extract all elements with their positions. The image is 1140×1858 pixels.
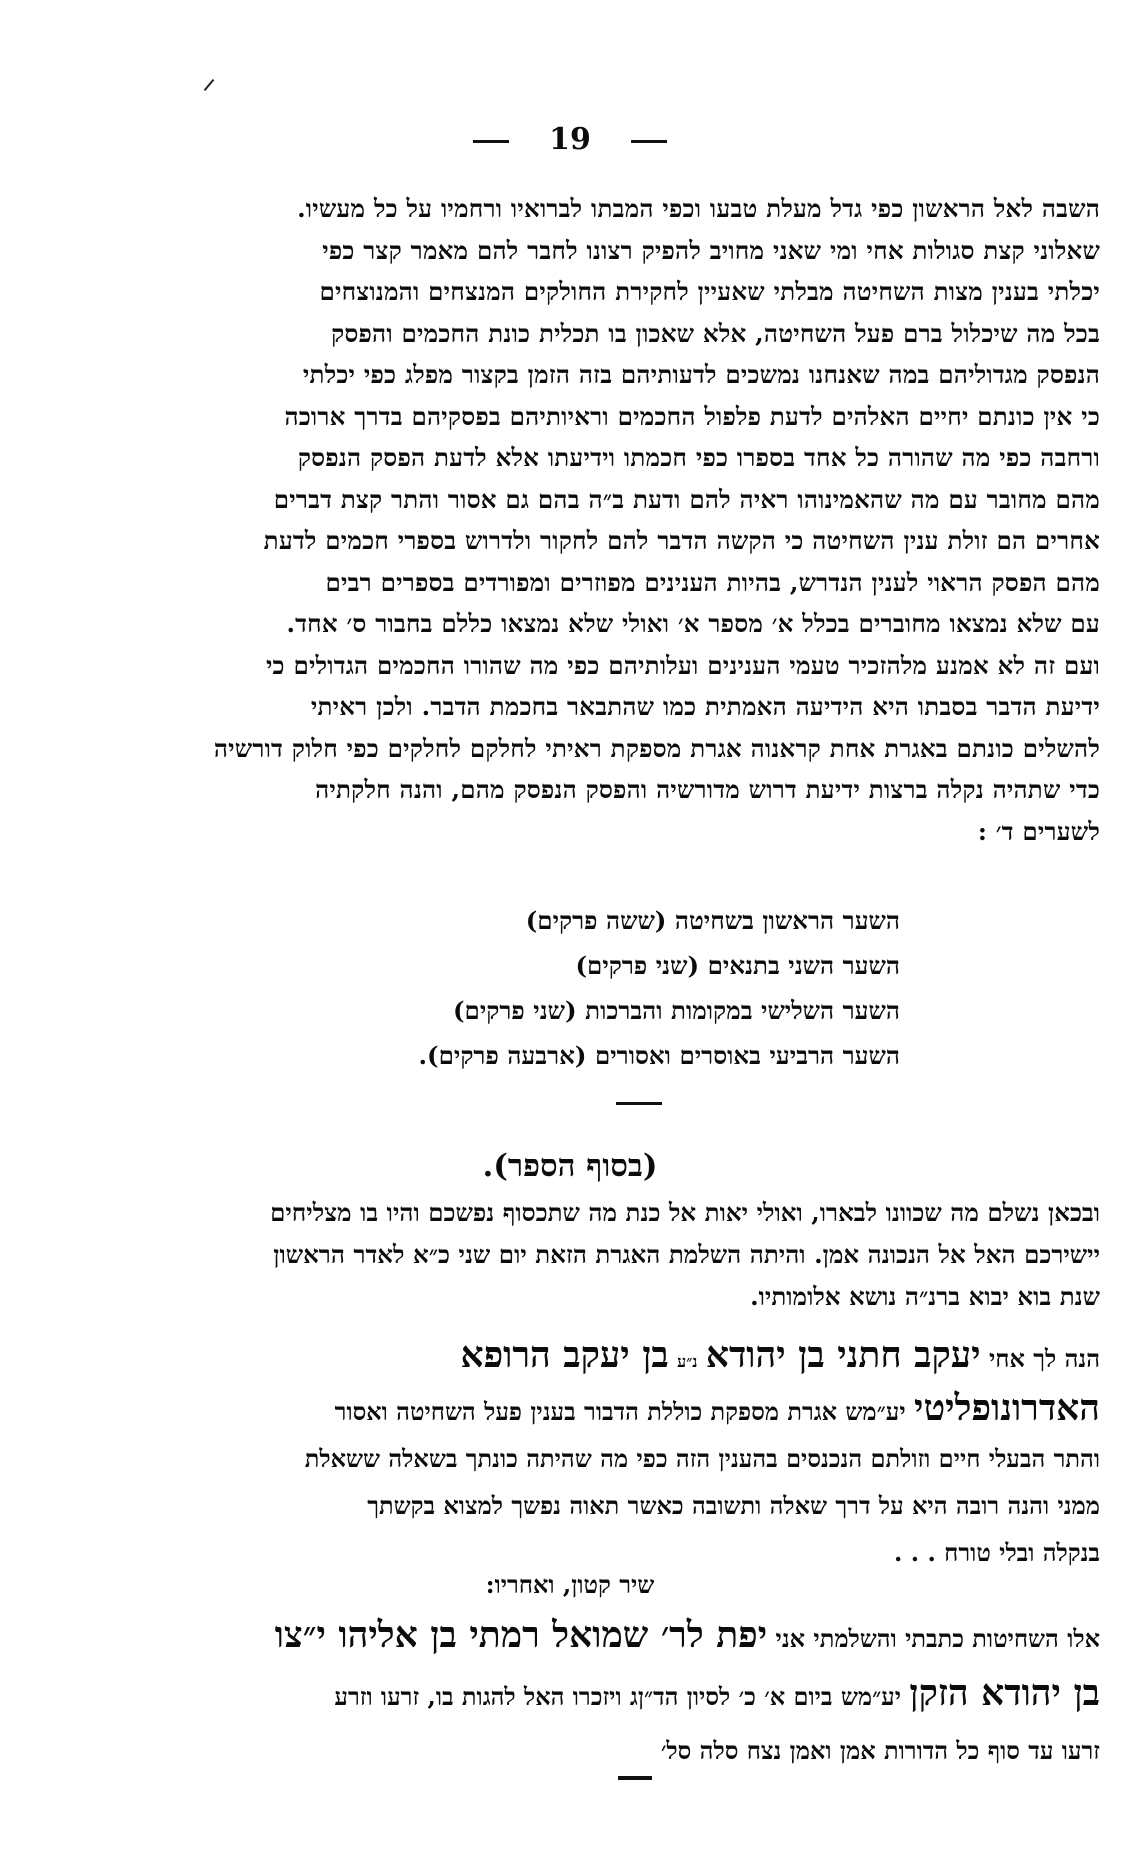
signature-intro: אלו השחיטות כתבתי והשלמתי אני <box>775 1624 1100 1653</box>
text-line: שאלוני קצת סגולות אחי ומי שאני מחויב להפיק רצונו לחבר להם מאמר קצר כפי <box>322 235 1100 265</box>
text-line: השבה לאל הראשון כפי גדל מעלת טבעו וכפי המבתו לברואיו ורחמיו על כל מעשיו. <box>297 194 1100 223</box>
stray-mark <box>204 79 215 91</box>
text-line: ורחבה כפי מה שהורה כל אחד בספרו כפי חכמתו וידיעתו אלא לדעת הפסק הנפסק <box>297 443 1100 472</box>
page-number: 19 <box>549 122 591 157</box>
folio-dash-right <box>631 140 667 143</box>
text-line: כדי שתהיה נקלה ברצות ידיעת דרוש מדורשיה והפסק הנפסק מהם, והנה חלקתיה <box>315 775 1100 804</box>
text-line: יכלתי בענין מצות השחיטה מבלתי שאעיין לחקירת החולקים המנצחים והמנוצחים <box>319 277 1100 306</box>
text-line: בכל מה שיכלול ברם פעל השחיטה, אלא שאכון בו תכלית כונת החכמים והפסק <box>331 318 1100 348</box>
dedication-line: בנקלה ובלי טורח . . . <box>894 1538 1100 1567</box>
text-line: עם שלא נמצאו מחוברים בכלל א׳ מספר א׳ ואולי שלא נמצאו כללם בחבור ס׳ אחד. <box>286 609 1100 638</box>
main-paragraph <box>180 188 1100 852</box>
text-line: שנת בוא יבוא ברנ״ה נושא אלומותיו. <box>750 1282 1100 1311</box>
signature-line <box>180 1666 1100 1724</box>
end-of-book-heading: (בסוף הספר). <box>482 1148 658 1184</box>
text-line: הנפסק מגדוליהם במה שאנחנו נמשכים לדעותיהם בזה הזמן בקצור מפלג כפי יכלתי <box>302 360 1100 389</box>
signature-text: יע״מש ביום א׳ כ׳ לסיון הד״ןג ויזכרו האל להגות בו, זרעו וזרע <box>334 1682 902 1711</box>
text-line: מהם מחובר עם מה שהאמינוהו ראיה להם ודעת ב״ה בהם גם אסור והתר קצת דברים <box>273 484 1100 514</box>
text-line: מהם הפסק הראוי לענין הנדרש, בהיות הענינים מפוזרים ומפורדים בספרים רבים <box>325 567 1100 597</box>
dedication-line <box>180 1385 1100 1435</box>
signature-line <box>180 1608 1100 1666</box>
recipient-lineage: בן יעקב הרופא <box>460 1334 669 1376</box>
page-number-header <box>0 122 1140 157</box>
honorific: נ״ע <box>677 1352 698 1371</box>
recipient-origin: האדרונופליטי <box>914 1387 1100 1429</box>
text-line: כי אין כונתם יחיים האלהים לדעת פלפול החכמים וראיותיהם בפסקיהם בדרך ארוכה <box>284 401 1100 431</box>
dedication-intro: הנה לך אחי <box>988 1344 1100 1373</box>
poem-label: שיר קטון, ואחריו: <box>485 1570 655 1599</box>
dedication-line: ממני והנה רובה היא על דרך שאלה ותשובה כאשר תאוה נפשך למצוא בקשתך <box>367 1491 1100 1520</box>
closing-divider <box>618 1776 652 1780</box>
gate-item: השער הרביעי באוסרים ואסורים (ארבעה פרקים). <box>418 1041 900 1070</box>
author-lineage: בן יהודא הזקן <box>909 1672 1100 1714</box>
dedication-paragraph <box>180 1332 1100 1576</box>
dedication-line: והתר הבעלי חיים וזולתם הנכנסים בהענין הזה כפי מה שהיתה כונתך בשאלה ששאלת <box>304 1444 1100 1473</box>
gate-item: השער השלישי במקומות והברכות (שני פרקים) <box>452 996 900 1025</box>
text-line: יישירכם האל אל הנכונה אמן. והיתה השלמת האגרת הזאת יום שני כ״א לאדר הראשון <box>273 1240 1100 1269</box>
text-line: אחרים הם זולת ענין השחיטה כי הקשה הדבר להם לחקור ולדרוש בספרי חכמים לדעת <box>263 526 1100 555</box>
folio-dash-left <box>473 140 509 143</box>
section-divider <box>616 1102 662 1105</box>
text-line: לשערים ד׳ : <box>977 816 1100 846</box>
gates-list <box>390 898 900 1078</box>
text-line: ובכאן נשלם מה שכוונו לבארו, ואולי יאות אל כנת מה שתכסוף נפשכם והיו בו מצליחים <box>270 1198 1100 1227</box>
dedication-text: יע״מש אגרת מספקת כוללת הדבור בענין פעל השחיטה ואסור <box>334 1397 906 1426</box>
signature-paragraph <box>180 1608 1100 1778</box>
author-name: יפת לר׳ שמואל רמתי בן אליהו י״צו <box>274 1614 768 1656</box>
text-line: ידיעת הדבר בסבתו היא הידיעה האמתית כמו שהתבאר בחכמת הדבר. ולכן ראיתי <box>310 692 1100 721</box>
closing-paragraph <box>180 1192 1100 1318</box>
dedication-line <box>180 1332 1100 1385</box>
gate-item: השער הראשון בשחיטה (ששה פרקים) <box>525 906 900 935</box>
text-line: ועם זה לא אמנע מלהזכיר טעמי הענינים ועלותיהם כפי מה שהורו החכמים הגדולים כי <box>265 650 1100 680</box>
gate-item: השער השני בתנאים (שני פרקים) <box>575 951 900 980</box>
signature-line: זרעו עד סוף כל הדורות אמן ואמן נצח סלה סל׳ <box>660 1736 1100 1765</box>
text-line: להשלים כונתם באגרת אחת קראנוה אגרת מספקת ראיתי לחלקם לחלקים כפי חלוק דורשיה <box>213 733 1100 763</box>
recipient-name: יעקב חתני בן יהודא <box>705 1334 981 1376</box>
